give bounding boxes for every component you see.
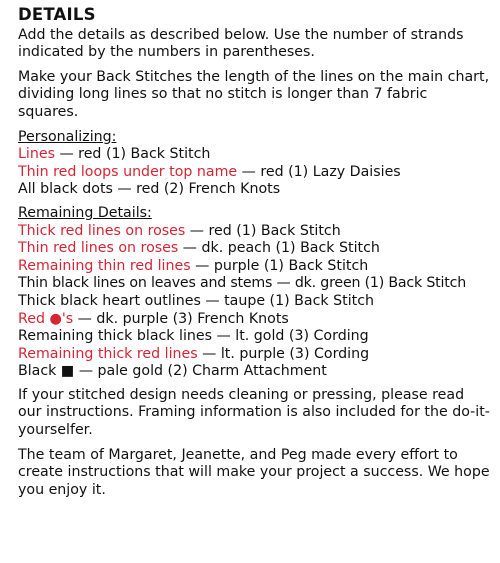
item-label: Remaining thick red lines: [18, 345, 198, 362]
remaining-item-leaves-stems: [18, 275, 490, 293]
personalizing-item-lines: [18, 146, 490, 164]
item-label: All black dots: [18, 181, 113, 198]
item-instruction: — red (1) Back Stitch: [54, 146, 211, 163]
outro-paragraph-1: If your stitched design needs cleaning or pressing, please read our instructions. Framing information is also included for the do-it-yourselfer.: [18, 386, 490, 439]
item-label: Thin red loops under top name: [18, 163, 238, 180]
item-instruction: — dk. purple (3) French Knots: [73, 310, 289, 327]
remaining-item-thin-red-lines: [18, 258, 490, 276]
item-instruction: — dk. peach (1) Back Stitch: [178, 240, 380, 257]
item-label: Thin red lines on roses: [18, 240, 179, 257]
intro-paragraph-1: Add the details as described below. Use the number of strands indicated by the numbers in parentheses.: [18, 26, 464, 61]
item-label: Remaining thin red lines: [18, 257, 191, 274]
remaining-item-thick-black: [18, 328, 490, 346]
item-label: Lines: [18, 146, 55, 163]
item-label: Thick red lines on roses: [18, 222, 186, 239]
remaining-details-heading: Remaining Details:: [18, 204, 152, 221]
item-label: Thin black lines on leaves and stems: [18, 275, 273, 292]
personalizing-item-dots: [18, 181, 490, 199]
item-instruction: — red (1) Back Stitch: [185, 222, 341, 239]
item-instruction: — dk. green (1) Back Stitch: [272, 275, 467, 292]
page-title: DETAILS: [18, 5, 96, 24]
item-instruction: — purple (1) Back Stitch: [190, 257, 369, 274]
intro-paragraph-2: Make your Back Stitches the length of the lines on the main chart, dividing long lines so that no stitch is longer than 7 fabric squares.: [18, 68, 490, 120]
remaining-item-thick-red: [18, 346, 490, 364]
remaining-item-red-dots: [18, 311, 490, 329]
item-label: Remaining thick black lines: [18, 328, 213, 345]
remaining-item-thick-red-roses: [18, 223, 490, 241]
item-instruction: — pale gold (2) Charm Attachment: [74, 363, 327, 380]
remaining-item-heart-outlines: [18, 293, 490, 311]
item-label: Black ■: [18, 363, 75, 380]
item-label: Red ●'s: [18, 310, 74, 327]
item-instruction: — taupe (1) Back Stitch: [200, 292, 374, 309]
remaining-item-thin-red-roses: [18, 240, 490, 258]
personalizing-heading: Personalizing:: [18, 128, 117, 145]
outro-paragraph-2: The team of Margaret, Jeanette, and Peg made every effort to create instructions that will make your project a success. We hope you enjoy it.: [18, 446, 490, 498]
remaining-item-black-square: [18, 363, 490, 381]
item-label: Thick black heart outlines: [18, 292, 201, 309]
item-instruction: — red (1) Lazy Daisies: [237, 163, 401, 180]
item-instruction: — red (2) French Knots: [112, 181, 281, 198]
item-instruction: — lt. purple (3) Cording: [197, 345, 370, 362]
item-instruction: — lt. gold (3) Cording: [212, 328, 369, 345]
personalizing-item-loops: [18, 164, 490, 182]
